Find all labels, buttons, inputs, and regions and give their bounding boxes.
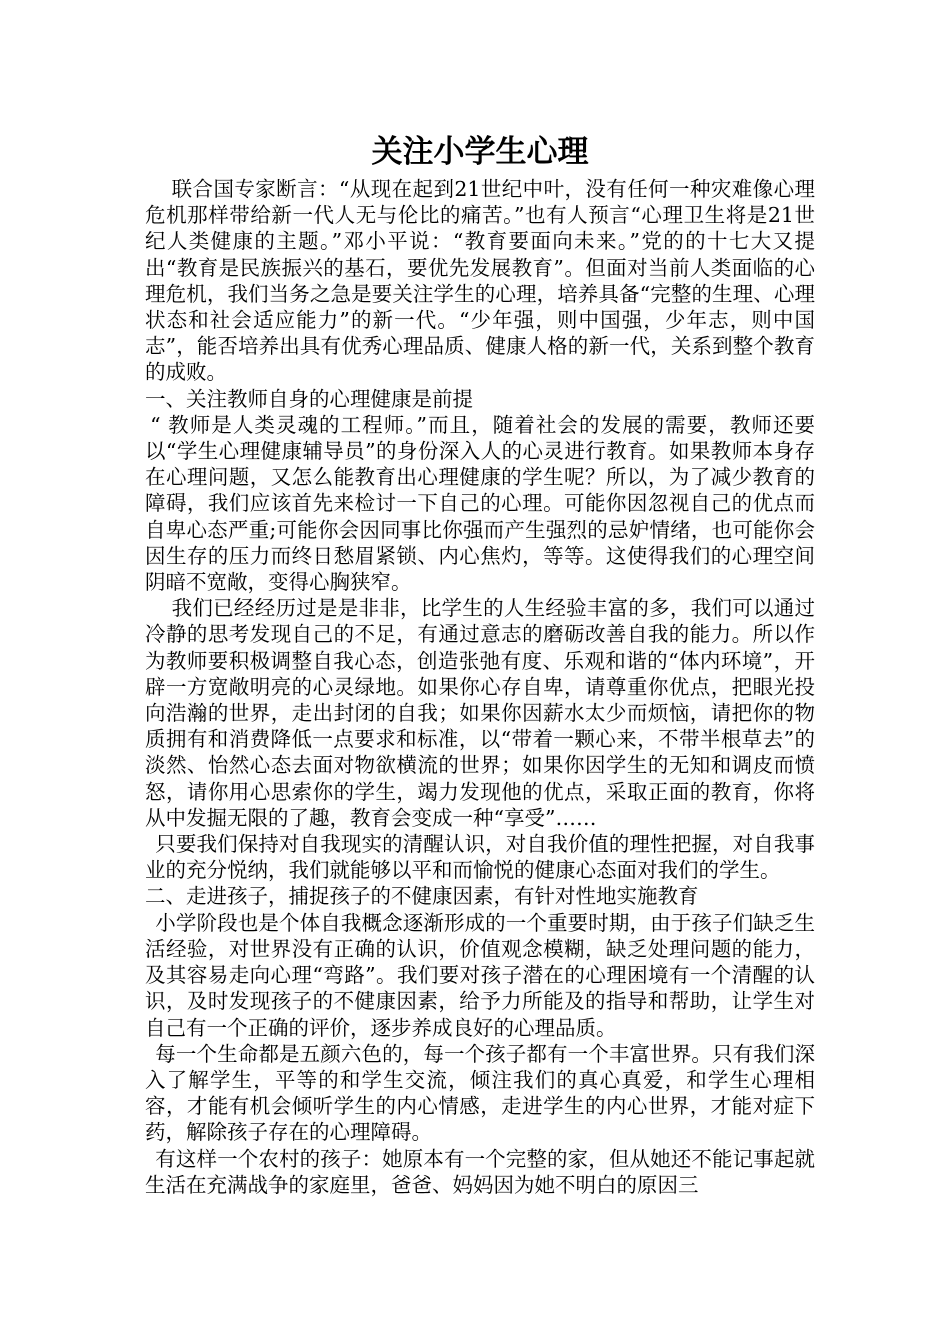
paragraph-teacher-adjust: 我们已经经历过是是非非，比学生的人生经验丰富的多，我们可以通过冷静的思考发现自己的不足，有通过意志的磨砺改善自我的能力。所以作为教师要积极调整自我心态，创造张弛有度、乐观和谐的“体内环境”，开辟一方宽敞明亮的心灵绿地。如果你心存自卑，请尊重你优点，把眼光投向浩瀚的世界，走出封闭的自我；如果你因薪水太少而烦恼，请把你的物质拥有和消费降低一点要求和标准，以“带着一颗心来，不带半根草去”的淡然、怡然心态去面对物欲横流的世界；如果你因学生的无知和调皮而愤怒，请你用心思索你的学生，竭力发现他的优点，采取正面的教育，你将从中发掘无限的了趣，教育会变成一种“享受”…… bbox=[145, 596, 815, 830]
section-heading-2: 二、走进孩子，捕捉孩子的不健康因素，有针对性地实施教育 bbox=[145, 884, 699, 909]
paragraph-teacher-role: “ 教师是人类灵魂的工程师。”而且，随着社会的发展的需要，教师还要以“学生心理健康辅导员”的身份深入人的心灵进行教育。如果教师本身存在心理问题，又怎么能教育出心理健康的学生呢？所以，为了减少教育的障碍，我们应该首先来检讨一下自己的心理。可能你因忽视自己的优点而自卑心态严重;可能你会因同事比你强而产生强烈的忌妒情绪，也可能你会因生存的压力而终日愁眉紧锁、内心焦灼，等等。这使得我们的心理空间阴暗不宽敞，变得心胸狭窄。 bbox=[145, 412, 815, 595]
paragraph-each-life: 每一个生命都是五颜六色的，每一个孩子都有一个丰富世界。只有我们深入了解学生，平等的和学生交流，倾注我们的真心真爱，和学生心理相容，才能有机会倾听学生的内心情感，走进学生的内心世界，才能对症下药，解除孩子存在的心理障碍。 bbox=[145, 1041, 815, 1145]
paragraph-rural-child: 有这样一个农村的孩子：她原本有一个完整的家，但从她还不能记事起就生活在充满战争的家庭里，爸爸、妈妈因为她不明白的原因三 bbox=[145, 1146, 815, 1197]
document-title: 关注小学生心理 bbox=[371, 134, 589, 170]
paragraph-intro: 联合国专家断言：“从现在起到21世纪中叶，没有任何一种灾难像心理危机那样带给新一代人无与伦比的痛苦。”也有人预言“心理卫生将是21世纪人类健康的主题。”邓小平说：“教育要面向未来。”党的的十七大又提出“教育是民族振兴的基石，要优先发展教育”。但面对当前人类面临的心理危机，我们当务之急是要关注学生的心理，培养具备“完整的生理、心理状态和社会适应能力”的新一代。“少年强，则中国强，少年志，则中国志”，能否培养出具有优秀心理品质、健康人格的新一代，关系到整个教育的成败。 bbox=[145, 177, 815, 385]
document-page bbox=[145, 130, 815, 1198]
paragraph-healthy-mindset: 只要我们保持对自我现实的清醒认识，对自我价值的理性把握，对自我事业的充分悦纳，我们就能够以平和而愉悦的健康心态面对我们的学生。 bbox=[145, 832, 815, 883]
section-heading-1: 一、关注教师自身的心理健康是前提 bbox=[145, 386, 473, 411]
paragraph-primary-stage: 小学阶段也是个体自我概念逐渐形成的一个重要时期，由于孩子们缺乏生活经验，对世界没有正确的认识，价值观念模糊，缺乏处理问题的能力，及其容易走向心理“弯路”。我们要对孩子潜在的心理困境有一个清醒的认识，及时发现孩子的不健康因素，给予力所能及的指导和帮助，让学生对自己有一个正确的评价，逐步养成良好的心理品质。 bbox=[145, 910, 815, 1040]
